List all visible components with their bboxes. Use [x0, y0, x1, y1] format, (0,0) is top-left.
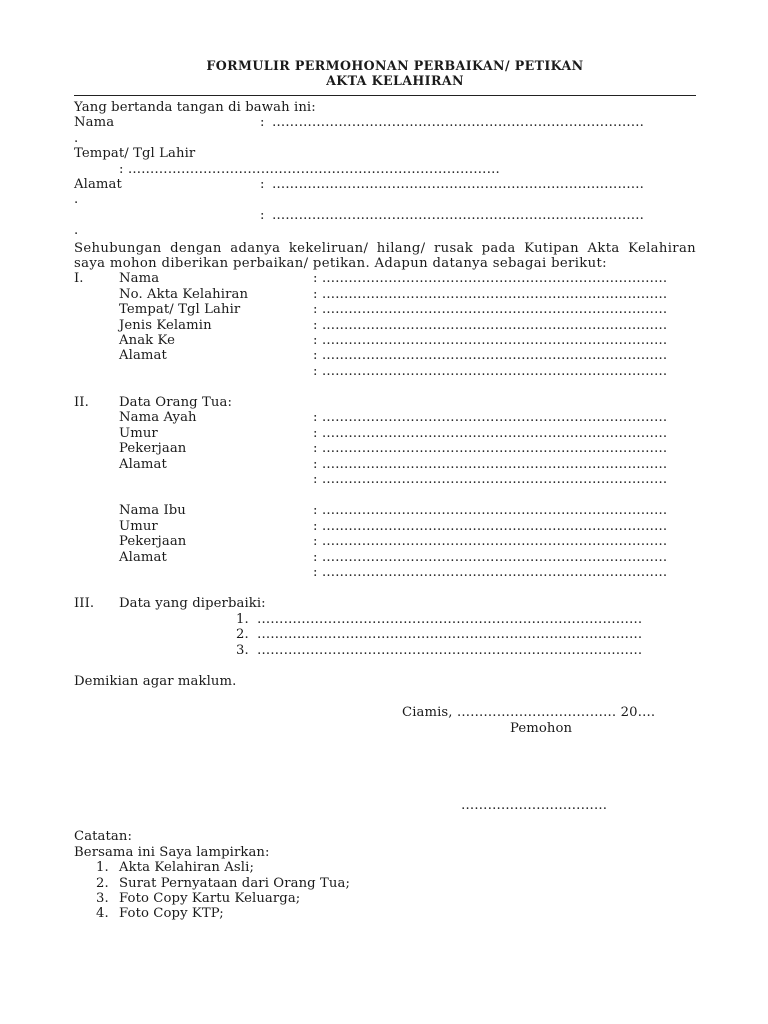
mother-field-blank[interactable]: : …………………………………………………………………… [313, 518, 668, 534]
attachment-item: Surat Pernyataan dari Orang Tua; [119, 875, 351, 891]
place-date-line[interactable]: Ciamis, ……………………………… 20…. [402, 705, 656, 721]
attachment-item: Akta Kelahiran Asli; [119, 860, 254, 876]
section-3-heading: Data yang diperbaiki: [119, 596, 266, 612]
section-2-heading: Data Orang Tua: [119, 395, 232, 411]
mother-field-label: Nama Ibu [119, 503, 186, 519]
applicant-address-blank-2[interactable]: ………………………………………………………………………… [272, 207, 645, 223]
notes-heading: Catatan: [74, 829, 133, 845]
applicant-birth-label: Tempat/ Tgl Lahir [74, 146, 196, 162]
form-page [74, 58, 696, 922]
mother-address-blank-2[interactable]: : …………………………………………………………………… [313, 564, 668, 580]
section-1-field-blank[interactable]: : …………………………………………………………………… [313, 302, 668, 318]
signature-line[interactable]: …………………………… [461, 798, 608, 814]
form-title-line-2: AKTA KELAHIRAN [326, 73, 464, 88]
title-divider [74, 95, 696, 96]
intro-text: Yang bertanda tangan di bawah ini: [74, 100, 316, 115]
applicant-address-label: Alamat [74, 176, 122, 192]
applicant-birth-blank[interactable]: : ………………………………………………………………………… [119, 161, 500, 177]
correction-item-blank[interactable]: …………………………………………………………………………… [257, 627, 643, 643]
attachment-item: Foto Copy KTP; [119, 906, 224, 922]
father-field-blank[interactable]: : …………………………………………………………………… [313, 410, 668, 426]
correction-item-blank[interactable]: …………………………………………………………………………… [257, 611, 643, 627]
attachment-number: 2. [96, 875, 109, 891]
section-1-field-label: No. Akta Kelahiran [119, 286, 249, 302]
father-field-blank[interactable]: : …………………………………………………………………… [313, 456, 668, 472]
applicant-address-blank-1[interactable]: ………………………………………………………………………… [272, 176, 645, 192]
section-1-field-label: Anak Ke [119, 332, 176, 348]
request-paragraph: Sehubungan dengan adanya kekeliruan/ hilang/ rusak pada Kutipan Akta Kelahiran saya mohon diberikan perbaikan/ petikan. Adapun datanya sebagai berikut: [74, 240, 696, 271]
section-1-address-blank-2[interactable]: : …………………………………………………………………… [313, 363, 668, 379]
mother-field-label: Alamat [119, 549, 167, 565]
section-1-field-blank[interactable]: : …………………………………………………………………… [313, 317, 668, 333]
applicant-role-label: Pemohon [510, 720, 573, 736]
section-1-field-blank[interactable]: : …………………………………………………………………… [313, 286, 668, 302]
section-1-field-label: Tempat/ Tgl Lahir [119, 302, 241, 318]
section-2-number: II. [74, 395, 89, 411]
section-1-field-blank[interactable]: : …………………………………………………………………… [313, 332, 668, 348]
father-field-label: Alamat [119, 456, 167, 472]
wrap-dot: . [74, 130, 79, 146]
applicant-name-label: Nama [74, 115, 115, 131]
mother-field-blank[interactable]: : …………………………………………………………………… [313, 534, 668, 550]
section-1-field-blank[interactable]: : …………………………………………………………………… [313, 348, 668, 364]
section-1-field-label: Nama [119, 271, 160, 287]
father-field-blank[interactable]: : …………………………………………………………………… [313, 441, 668, 457]
mother-field-label: Umur [119, 518, 158, 534]
wrap-dot: . [74, 223, 79, 239]
correction-item-number: 3. [236, 642, 249, 658]
notes-intro: Bersama ini Saya lampirkan: [74, 844, 270, 860]
colon: : [260, 115, 265, 131]
attachment-item: Foto Copy Kartu Keluarga; [119, 891, 301, 907]
wrap-dot: . [74, 192, 79, 208]
attachment-number: 1. [96, 860, 109, 876]
father-field-label: Pekerjaan [119, 441, 187, 457]
colon: : [260, 176, 265, 192]
mother-field-blank[interactable]: : …………………………………………………………………… [313, 549, 668, 565]
father-field-label: Umur [119, 425, 158, 441]
form-title-line-1: FORMULIR PERMOHONAN PERBAIKAN/ PETIKAN [206, 58, 584, 73]
father-address-blank-2[interactable]: : …………………………………………………………………… [313, 472, 668, 488]
section-1-field-blank[interactable]: : …………………………………………………………………… [313, 271, 668, 287]
section-3-number: III. [74, 596, 95, 612]
correction-item-number: 1. [236, 611, 249, 627]
mother-field-label: Pekerjaan [119, 534, 187, 550]
colon: : [260, 207, 265, 223]
father-field-label: Nama Ayah [119, 410, 197, 426]
mother-field-blank[interactable]: : …………………………………………………………………… [313, 503, 668, 519]
correction-item-blank[interactable]: …………………………………………………………………………… [257, 642, 643, 658]
attachment-number: 3. [96, 891, 109, 907]
closing-text: Demikian agar maklum. [74, 673, 237, 689]
correction-item-number: 2. [236, 627, 249, 643]
attachment-number: 4. [96, 906, 109, 922]
section-1-field-label: Jenis Kelamin [119, 317, 212, 333]
section-1-field-label: Alamat [119, 348, 167, 364]
section-1-number: I. [74, 271, 84, 287]
father-field-blank[interactable]: : …………………………………………………………………… [313, 425, 668, 441]
applicant-name-blank[interactable]: ………………………………………………………………………… [272, 115, 645, 131]
